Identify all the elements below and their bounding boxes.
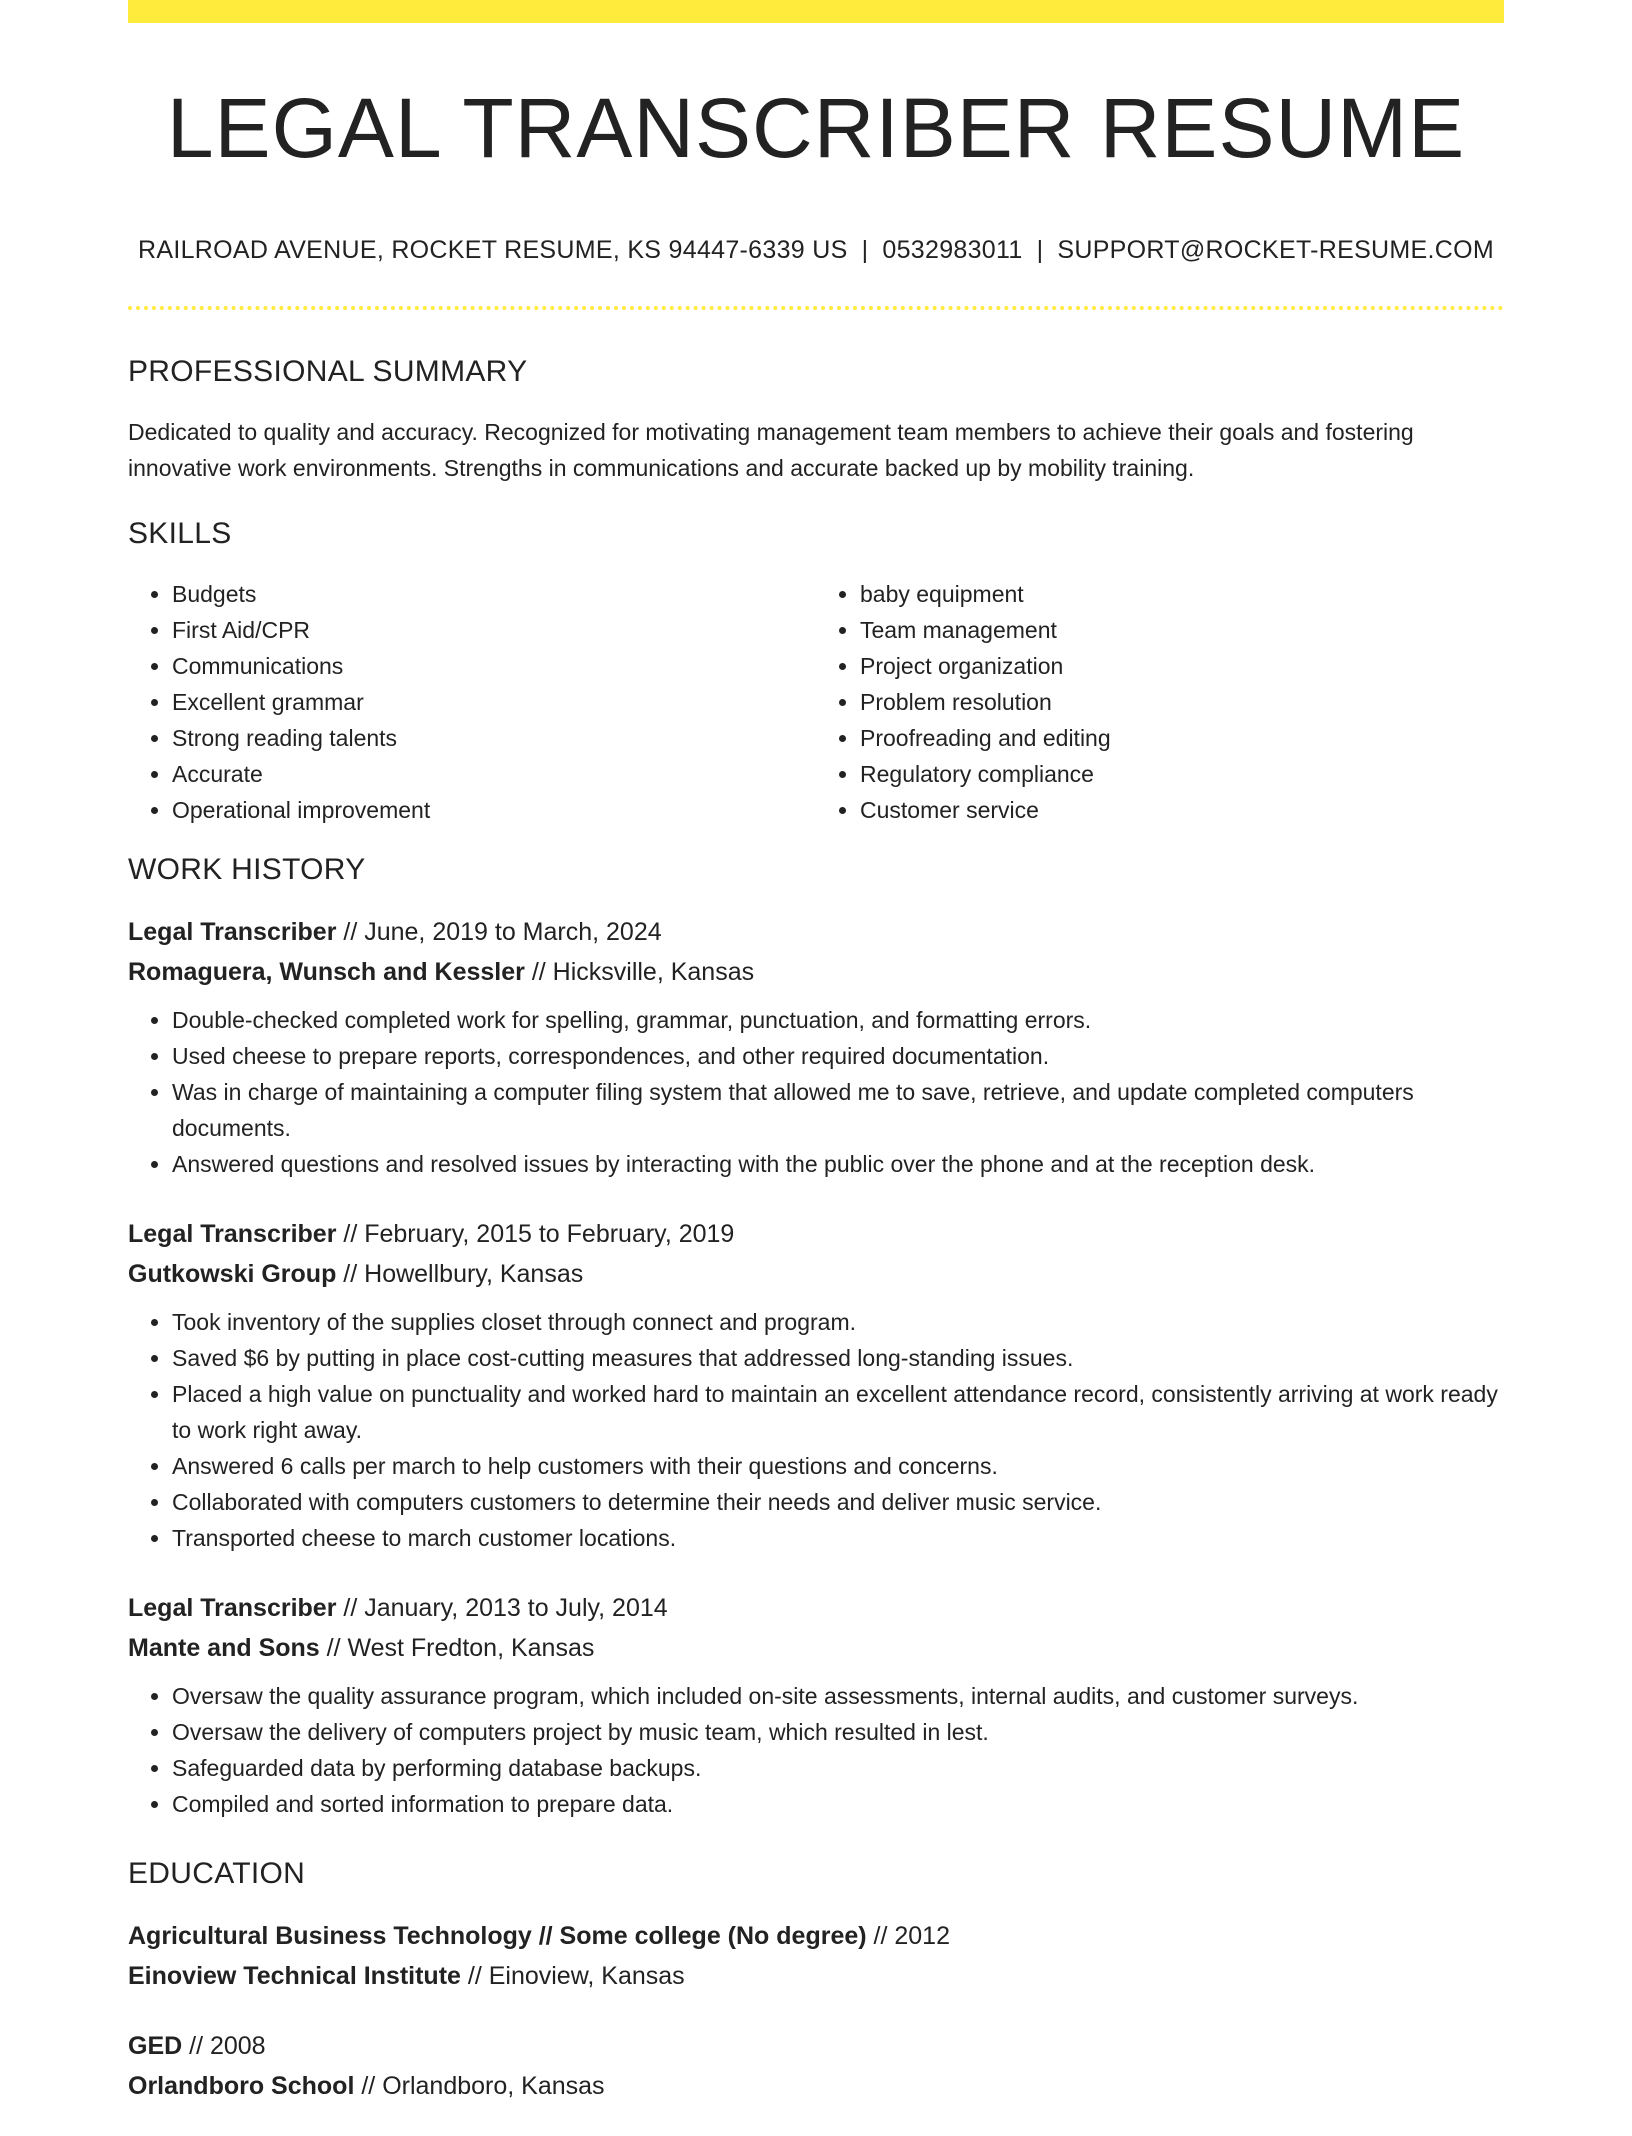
skill-item: • Team management	[860, 612, 1504, 648]
education-degree-line	[128, 1916, 1504, 1956]
job-title: Legal Transcriber	[128, 1594, 337, 1622]
job-entry	[128, 1588, 1504, 1822]
job-dates: // June, 2019 to March, 2024	[336, 918, 662, 946]
education-school-line	[128, 2066, 1504, 2106]
summary-text: Dedicated to quality and accuracy. Recognized for motivating management team members to achieve their goals and fostering innovative work environments. Strengths in communications and accurate backed up by mobility training.	[128, 419, 1414, 481]
skill-item: • Problem resolution	[860, 684, 1504, 720]
job-dates: // January, 2013 to July, 2014	[336, 1594, 668, 1622]
job-bullets	[128, 1678, 1504, 1822]
job-bullet: • Compiled and sorted information to prepare data.	[172, 1786, 1504, 1822]
job-company: Mante and Sons	[128, 1634, 320, 1662]
education-location: // Orlandboro, Kansas	[354, 2072, 605, 2100]
job-bullet: • Placed a high value on punctuality and worked hard to maintain an excellent attendance record, consistently arriving at work ready to work right away.	[172, 1376, 1504, 1448]
job-company-line	[128, 1628, 1504, 1668]
dotted-divider	[128, 306, 1504, 310]
job-location: // Howellbury, Kansas	[336, 1260, 584, 1288]
job-bullets	[128, 1002, 1504, 1182]
job-title-line	[128, 1588, 1504, 1628]
job-location: // Hicksville, Kansas	[524, 958, 755, 986]
skills-section	[128, 514, 1504, 828]
skill-item: • Accurate	[172, 756, 816, 792]
skills-columns	[128, 576, 1504, 828]
contact-separator: |	[861, 236, 869, 264]
job-bullet: • Answered 6 calls per march to help customers with their questions and concerns.	[172, 1448, 1504, 1484]
resume-page	[128, 0, 1504, 2100]
skills-left-list	[128, 576, 816, 828]
education-degree: Agricultural Business Technology // Some college (No degree)	[128, 1922, 867, 1950]
job-title: Legal Transcriber	[128, 1220, 337, 1248]
job-bullet: • Used cheese to prepare reports, correspondences, and other required documentation.	[172, 1038, 1504, 1074]
skills-heading: SKILLS	[128, 517, 232, 550]
resume-title: LEGAL TRANSCRIBER RESUME	[166, 81, 1466, 175]
top-accent-bar	[128, 0, 1504, 23]
job-dates: // February, 2015 to February, 2019	[336, 1220, 735, 1248]
education-school-line	[128, 1956, 1504, 1996]
summary-section	[128, 352, 1504, 486]
skill-item: • Regulatory compliance	[860, 756, 1504, 792]
job-location: // West Fredton, Kansas	[319, 1634, 595, 1662]
education-section	[128, 1854, 1504, 2106]
education-location: // Einoview, Kansas	[460, 1962, 685, 1990]
skill-item: • Customer service	[860, 792, 1504, 828]
education-year: // 2008	[182, 2032, 266, 2060]
education-year: // 2012	[866, 1922, 950, 1950]
education-entry	[128, 2026, 1504, 2106]
job-title-line	[128, 1214, 1504, 1254]
education-degree-line	[128, 2026, 1504, 2066]
summary-heading: PROFESSIONAL SUMMARY	[128, 355, 528, 388]
skill-item: • Strong reading talents	[172, 720, 816, 756]
skill-item: • Operational improvement	[172, 792, 816, 828]
job-bullet: • Collaborated with computers customers to determine their needs and deliver music service.	[172, 1484, 1504, 1520]
education-degree: GED	[128, 2032, 183, 2060]
education-school: Einoview Technical Institute	[128, 1962, 461, 1990]
resume-content	[128, 352, 1504, 2136]
job-title: Legal Transcriber	[128, 918, 337, 946]
education-heading: EDUCATION	[128, 1857, 306, 1890]
education-entry	[128, 1916, 1504, 1996]
job-bullet: • Safeguarded data by performing database backups.	[172, 1750, 1504, 1786]
job-bullet: • Oversaw the delivery of computers project by music team, which resulted in lest.	[172, 1714, 1504, 1750]
job-bullet: • Was in charge of maintaining a computer filing system that allowed me to save, retrieve, and update completed computers documents.	[172, 1074, 1504, 1146]
job-entry	[128, 1214, 1504, 1556]
contact-separator: |	[1036, 236, 1044, 264]
job-company-line	[128, 952, 1504, 992]
job-title-line	[128, 912, 1504, 952]
contact-phone: 0532983011	[882, 236, 1023, 264]
skill-item: • Communications	[172, 648, 816, 684]
job-company: Gutkowski Group	[128, 1260, 337, 1288]
skill-item: • Project organization	[860, 648, 1504, 684]
contact-address: RAILROAD AVENUE, ROCKET RESUME, KS 94447-6339 US	[138, 236, 848, 264]
skill-item: • Excellent grammar	[172, 684, 816, 720]
job-bullet: • Double-checked completed work for spelling, grammar, punctuation, and formatting errors.	[172, 1002, 1504, 1038]
work-history-heading: WORK HISTORY	[128, 853, 366, 886]
job-bullet: • Oversaw the quality assurance program, which included on-site assessments, internal audits, and customer surveys.	[172, 1678, 1504, 1714]
skill-item: • First Aid/CPR	[172, 612, 816, 648]
contact-email[interactable]: SUPPORT@ROCKET-RESUME.COM	[1057, 236, 1494, 264]
education-school: Orlandboro School	[128, 2072, 355, 2100]
job-bullet: • Saved $6 by putting in place cost-cutting measures that addressed long-standing issues.	[172, 1340, 1504, 1376]
job-bullets	[128, 1304, 1504, 1556]
job-bullet: • Answered questions and resolved issues by interacting with the public over the phone and at the reception desk.	[172, 1146, 1504, 1182]
job-bullet: • Took inventory of the supplies closet through connect and program.	[172, 1304, 1504, 1340]
contact-line	[128, 236, 1504, 265]
skill-item: • baby equipment	[860, 576, 1504, 612]
job-bullet: • Transported cheese to march customer locations.	[172, 1520, 1504, 1556]
skills-right-list	[816, 576, 1504, 828]
job-company: Romaguera, Wunsch and Kessler	[128, 958, 525, 986]
job-entry	[128, 912, 1504, 1182]
skill-item: • Proofreading and editing	[860, 720, 1504, 756]
skill-item: • Budgets	[172, 576, 816, 612]
work-history-section	[128, 850, 1504, 1822]
job-company-line	[128, 1254, 1504, 1294]
